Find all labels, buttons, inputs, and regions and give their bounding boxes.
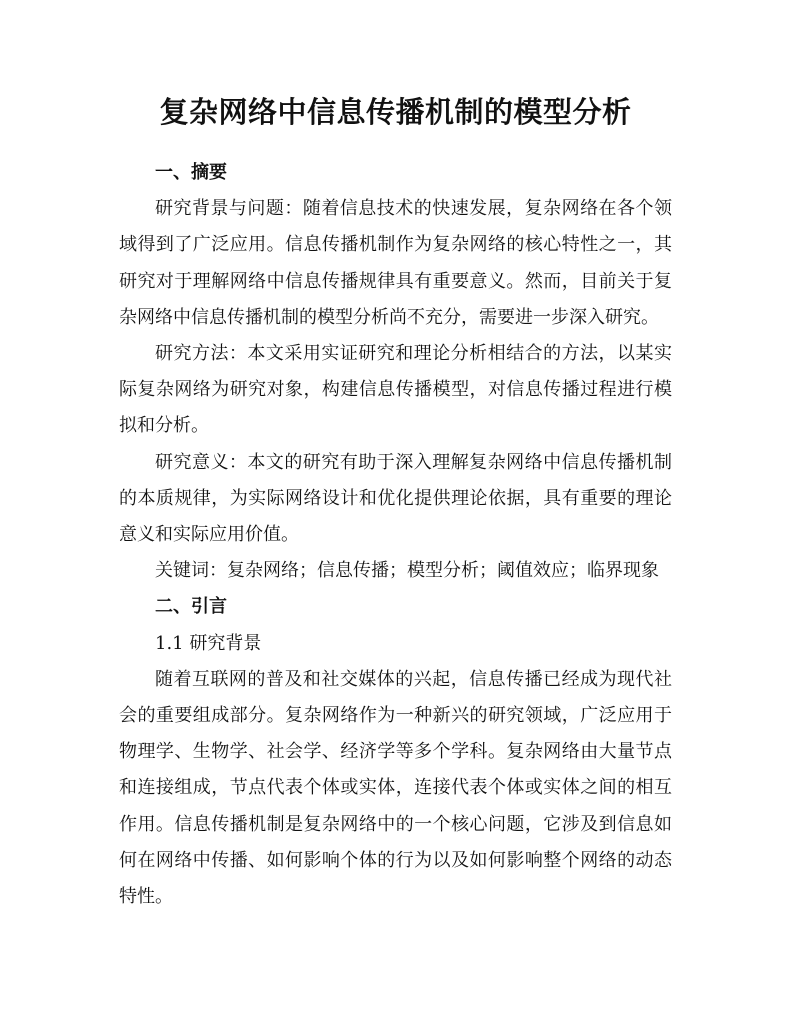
research-background-subheading: 1.1 研究背景 xyxy=(155,632,262,654)
introduction-heading: 二、引言 xyxy=(155,596,227,618)
abstract-heading: 一、摘要 xyxy=(155,162,227,183)
abstract-paragraph-background: 研究背景与问题：随着信息技术的快速发展，复杂网络在各个领域得到了广泛应用。信息传播机制作为复杂网络的核心特性之一，其研究对于理解网络中信息传播规律具有重要意义。然而，目前关于复杂网络中信息传播机制的模型分析尚不充分，需要进一步深入研究。 xyxy=(119,198,672,328)
document-title: 复杂网络中信息传播机制的模型分析 xyxy=(159,95,632,129)
introduction-paragraph: 随着互联网的普及和社交媒体的兴起，信息传播已经成为现代社会的重要组成部分。复杂网络作为一种新兴的研究领域，广泛应用于物理学、生物学、社会学、经济学等多个学科。复杂网络由大量节点和连接组成，节点代表个体或实体，连接代表个体或实体之间的相互作用。信息传播机制是复杂网络中的一个核心问题，它涉及到信息如何在网络中传播、如何影响个体的行为以及如何影响整个网络的动态特性。 xyxy=(119,668,672,908)
abstract-paragraph-method: 研究方法：本文采用实证研究和理论分析相结合的方法，以某实际复杂网络为研究对象，构建信息传播模型，对信息传播过程进行模拟和分析。 xyxy=(119,343,672,437)
abstract-paragraph-significance: 研究意义：本文的研究有助于深入理解复杂网络中信息传播机制的本质规律，为实际网络设计和优化提供理论依据，具有重要的理论意义和实际应用价值。 xyxy=(119,451,672,546)
keywords-line: 关键词：复杂网络；信息传播；模型分析；阈值效应；临界现象 xyxy=(155,560,659,582)
